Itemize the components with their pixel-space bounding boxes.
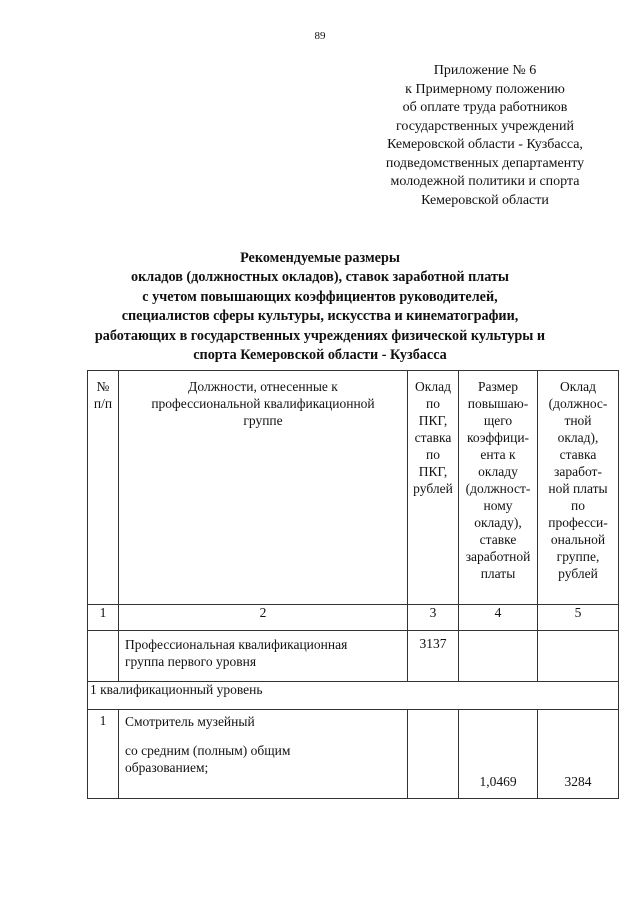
column-number: 3 xyxy=(408,605,459,631)
appendix-line: об оплате труда работников xyxy=(402,100,568,115)
title-line: специалистов сферы культуры, искусства и кинематографии, xyxy=(121,308,519,325)
appendix-line: подведомственных департаменту xyxy=(385,155,585,171)
table-row xyxy=(88,710,619,799)
salary-table xyxy=(87,370,619,799)
item-number: 1 xyxy=(88,710,119,799)
appendix-heading xyxy=(370,62,600,210)
item-condition: со средним (полным) общим образованием; xyxy=(125,743,291,775)
group-salary: 3137 xyxy=(408,631,459,682)
title-line: спорта Кемеровской области - Кузбасса xyxy=(193,347,447,364)
header-position: Должности, отнесенные к профессиональной квалификационной группе xyxy=(119,371,408,605)
column-number: 1 xyxy=(88,605,119,631)
column-number: 5 xyxy=(538,605,619,631)
appendix-line: к Примерному положению xyxy=(405,81,565,97)
item-coefficient: 1,0469 xyxy=(459,710,538,799)
appendix-line: Кемеровской области xyxy=(421,192,549,208)
group-number-cell xyxy=(88,631,119,682)
header-coefficient: Размер повышаю- щего коэффици- ента к окладу (должност- ному окладу), ставке заработной платы xyxy=(459,371,538,605)
header-final-salary: Оклад (должнос- тной оклад), ставка заработ- ной платы по професси- ональной группе, рублей xyxy=(538,371,619,605)
appendix-line: Приложение № 6 xyxy=(433,63,537,78)
qualification-level-row xyxy=(88,682,619,710)
title-line: окладов (должностных окладов), ставок заработной платы xyxy=(130,269,510,286)
appendix-line: молодежной политики и спорта xyxy=(390,174,580,189)
header-base-salary: Оклад по ПКГ, ставка по ПКГ, рублей xyxy=(408,371,459,605)
group-row xyxy=(88,631,619,682)
column-number-row xyxy=(88,605,619,631)
item-description xyxy=(119,710,408,799)
title-line: работающих в государственных учреждениях физической культуры и xyxy=(94,327,546,344)
column-number: 4 xyxy=(459,605,538,631)
table-header-row xyxy=(88,371,619,605)
page-number: 89 xyxy=(314,30,326,42)
header-number: № п/п xyxy=(88,371,119,605)
item-name: Смотритель музейный xyxy=(125,714,255,729)
appendix-line: Кемеровской области - Кузбасса, xyxy=(387,137,583,152)
document-title xyxy=(40,249,600,365)
title-line: с учетом повышающих коэффициентов руководителей, xyxy=(142,288,498,305)
item-base-salary-cell xyxy=(408,710,459,799)
group-final-cell xyxy=(538,631,619,682)
qualification-level: 1 квалификационный уровень xyxy=(88,682,619,710)
group-coefficient-cell xyxy=(459,631,538,682)
item-salary: 3284 xyxy=(538,710,619,799)
title-line: Рекомендуемые размеры xyxy=(240,250,400,266)
appendix-line: государственных учреждений xyxy=(396,118,574,134)
column-number: 2 xyxy=(119,605,408,631)
group-label: Профессиональная квалификационная группа первого уровня xyxy=(119,631,408,682)
